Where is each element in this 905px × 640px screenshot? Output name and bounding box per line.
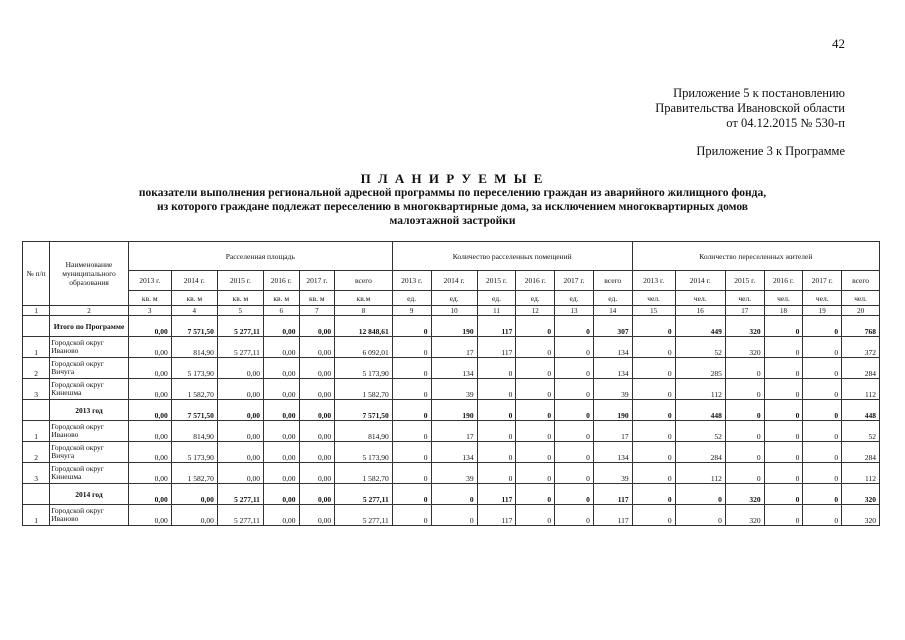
- row-value: 0,00: [128, 358, 171, 379]
- table-row: [23, 337, 880, 358]
- row-value: 0: [803, 379, 842, 400]
- row-value: 0,00: [263, 505, 299, 526]
- row-value: 0: [555, 442, 594, 463]
- row-value: 134: [431, 358, 477, 379]
- indicators-table: [22, 241, 880, 526]
- year-header: 2015 г.: [217, 271, 263, 291]
- row-value: 448: [842, 400, 880, 421]
- year-header: 2017 г.: [299, 271, 335, 291]
- table-row: [23, 463, 880, 484]
- row-value: 0: [764, 463, 803, 484]
- row-name: Городской округ Иваново: [50, 421, 129, 442]
- row-value: 0: [764, 442, 803, 463]
- row-value: 112: [842, 379, 880, 400]
- row-value: 0: [477, 421, 516, 442]
- table-row: [23, 379, 880, 400]
- unit-header: чел.: [842, 291, 880, 306]
- column-number: 7: [299, 306, 335, 316]
- row-index: 2: [23, 358, 50, 379]
- row-value: 0: [803, 400, 842, 421]
- row-value: 5 277,11: [335, 484, 393, 505]
- row-value: 320: [842, 484, 880, 505]
- row-value: 0: [392, 421, 431, 442]
- year-header: всего: [335, 271, 393, 291]
- column-number: 4: [171, 306, 217, 316]
- group-header-area: Расселенная площадь: [128, 242, 392, 271]
- row-value: 6 092,01: [335, 337, 393, 358]
- unit-header: чел.: [675, 291, 725, 306]
- column-number: 14: [593, 306, 632, 316]
- row-value: 0: [632, 400, 675, 421]
- row-value: 0,00: [217, 421, 263, 442]
- row-value: 0,00: [171, 484, 217, 505]
- column-number: 1: [23, 306, 50, 316]
- row-value: 0: [764, 421, 803, 442]
- row-name: Городской округ Вичуга: [50, 442, 129, 463]
- unit-header: ед.: [593, 291, 632, 306]
- subtitle-line-1: показатели выполнения региональной адресной программы по переселению граждан из аварийного жилищного фонда,: [138, 187, 767, 199]
- row-name: 2014 год: [50, 484, 129, 505]
- row-value: 5 277,11: [217, 337, 263, 358]
- row-value: 0,00: [263, 358, 299, 379]
- row-value: 0: [477, 463, 516, 484]
- row-value: 0: [392, 337, 431, 358]
- col-header-index: № п/п: [23, 242, 50, 306]
- unit-header: чел.: [764, 291, 803, 306]
- year-header: 2015 г.: [725, 271, 764, 291]
- row-index: 1: [23, 505, 50, 526]
- row-value: 0,00: [299, 358, 335, 379]
- row-value: 0: [803, 505, 842, 526]
- row-value: 284: [842, 358, 880, 379]
- column-number: 19: [803, 306, 842, 316]
- row-name: Городской округ Вичуга: [50, 358, 129, 379]
- row-value: 0: [516, 484, 555, 505]
- row-value: 0,00: [171, 505, 217, 526]
- row-value: 0,00: [263, 337, 299, 358]
- row-value: 0: [632, 484, 675, 505]
- column-number: 18: [764, 306, 803, 316]
- row-value: 814,90: [171, 421, 217, 442]
- annex-line-3: от 04.12.2015 № 530-п: [726, 116, 845, 130]
- row-index: 2: [23, 442, 50, 463]
- unit-header: кв.м: [335, 291, 393, 306]
- row-value: 0,00: [299, 442, 335, 463]
- row-value: 0,00: [263, 400, 299, 421]
- row-value: 5 173,90: [335, 358, 393, 379]
- unit-header: чел.: [632, 291, 675, 306]
- row-index: 3: [23, 463, 50, 484]
- row-index: 1: [23, 421, 50, 442]
- year-header: 2013 г.: [128, 271, 171, 291]
- row-value: 0,00: [128, 442, 171, 463]
- row-value: 112: [842, 463, 880, 484]
- row-value: 0: [632, 442, 675, 463]
- unit-header: ед.: [392, 291, 431, 306]
- row-value: 0,00: [299, 505, 335, 526]
- row-value: 5 173,90: [171, 358, 217, 379]
- row-value: 0,00: [128, 400, 171, 421]
- row-value: 39: [431, 463, 477, 484]
- row-value: 190: [431, 400, 477, 421]
- row-value: 190: [593, 400, 632, 421]
- row-value: 52: [675, 421, 725, 442]
- row-value: 0: [477, 379, 516, 400]
- row-value: 0: [803, 463, 842, 484]
- row-value: 117: [477, 505, 516, 526]
- row-value: 0,00: [263, 379, 299, 400]
- document-title: П Л А Н И Р У Е М Ы Е: [360, 171, 545, 186]
- row-value: 0: [725, 442, 764, 463]
- unit-header: ед.: [431, 291, 477, 306]
- row-index: [23, 316, 50, 337]
- unit-header: кв. м: [128, 291, 171, 306]
- row-value: 5 277,11: [217, 484, 263, 505]
- column-number: 9: [392, 306, 431, 316]
- row-value: 0: [725, 463, 764, 484]
- row-value: 307: [593, 316, 632, 337]
- row-value: 0: [764, 484, 803, 505]
- row-value: 0,00: [128, 421, 171, 442]
- row-value: 7 571,50: [335, 400, 393, 421]
- table-row: [23, 442, 880, 463]
- row-value: 0: [392, 442, 431, 463]
- unit-header: кв. м: [299, 291, 335, 306]
- row-value: 0: [516, 316, 555, 337]
- row-value: 320: [842, 505, 880, 526]
- unit-header: чел.: [725, 291, 764, 306]
- row-value: 0,00: [263, 463, 299, 484]
- row-value: 0: [803, 484, 842, 505]
- row-value: 0,00: [299, 421, 335, 442]
- year-header: 2017 г.: [555, 271, 594, 291]
- row-value: 284: [842, 442, 880, 463]
- row-index: [23, 484, 50, 505]
- column-number: 2: [50, 306, 129, 316]
- row-value: 52: [842, 421, 880, 442]
- column-number: 15: [632, 306, 675, 316]
- row-value: 1 582,70: [335, 379, 393, 400]
- row-value: 117: [477, 484, 516, 505]
- row-value: 0: [632, 505, 675, 526]
- row-value: 0: [725, 358, 764, 379]
- subtitle-line-2: из которого граждане подлежат переселению в многоквартирные дома, за исключением многоквартирных домов: [156, 201, 748, 213]
- row-value: 0: [392, 484, 431, 505]
- row-value: 0: [516, 358, 555, 379]
- row-value: 0: [725, 379, 764, 400]
- row-value: 0,00: [128, 484, 171, 505]
- annex-line-4: Приложение 3 к Программе: [696, 144, 845, 158]
- row-value: 0: [392, 316, 431, 337]
- row-value: 1 582,70: [171, 379, 217, 400]
- row-value: 0,00: [263, 484, 299, 505]
- row-value: 0: [555, 379, 594, 400]
- row-name: 2013 год: [50, 400, 129, 421]
- row-value: 372: [842, 337, 880, 358]
- row-value: 0: [725, 400, 764, 421]
- table-row: [23, 358, 880, 379]
- row-value: 0,00: [217, 463, 263, 484]
- column-number: 16: [675, 306, 725, 316]
- group-header-premises: Количество расселенных помещений: [392, 242, 632, 271]
- row-value: 0: [477, 400, 516, 421]
- row-value: 5 277,11: [335, 505, 393, 526]
- row-value: 0: [555, 400, 594, 421]
- row-value: 190: [431, 316, 477, 337]
- row-value: 134: [593, 337, 632, 358]
- unit-header: ед.: [555, 291, 594, 306]
- row-value: 112: [675, 463, 725, 484]
- row-value: 0: [764, 337, 803, 358]
- row-value: 320: [725, 337, 764, 358]
- col-header-name: Наименование муниципального образования: [50, 242, 129, 306]
- year-header: 2014 г.: [171, 271, 217, 291]
- row-index: 3: [23, 379, 50, 400]
- row-value: 5 173,90: [171, 442, 217, 463]
- page-number: 42: [832, 36, 845, 51]
- column-number: 8: [335, 306, 393, 316]
- row-value: 449: [675, 316, 725, 337]
- row-value: 0: [725, 421, 764, 442]
- unit-header: кв. м: [263, 291, 299, 306]
- row-value: 0,00: [128, 505, 171, 526]
- row-value: 0,00: [263, 316, 299, 337]
- row-value: 134: [431, 442, 477, 463]
- column-number: 10: [431, 306, 477, 316]
- row-value: 0: [555, 358, 594, 379]
- row-value: 0: [803, 316, 842, 337]
- row-value: 284: [675, 442, 725, 463]
- row-value: 0: [764, 379, 803, 400]
- column-number: 5: [217, 306, 263, 316]
- table-row: [23, 484, 880, 505]
- row-name: Итого по Программе: [50, 316, 129, 337]
- row-value: 285: [675, 358, 725, 379]
- column-number: 3: [128, 306, 171, 316]
- row-value: 320: [725, 484, 764, 505]
- row-value: 0: [392, 358, 431, 379]
- year-header: 2013 г.: [392, 271, 431, 291]
- row-value: 0: [632, 358, 675, 379]
- row-value: 0: [675, 505, 725, 526]
- row-value: 5 277,11: [217, 316, 263, 337]
- row-value: 0: [764, 400, 803, 421]
- row-value: 0,00: [263, 442, 299, 463]
- row-value: 12 848,61: [335, 316, 393, 337]
- row-value: 0: [516, 442, 555, 463]
- row-value: 0,00: [128, 379, 171, 400]
- row-value: 0: [803, 358, 842, 379]
- row-name: Городской округ Кинешма: [50, 463, 129, 484]
- row-value: 117: [593, 484, 632, 505]
- year-header: 2016 г.: [263, 271, 299, 291]
- row-value: 0: [764, 505, 803, 526]
- row-value: 0: [803, 337, 842, 358]
- row-value: 39: [431, 379, 477, 400]
- row-value: 0: [632, 316, 675, 337]
- row-index: [23, 400, 50, 421]
- row-value: 39: [593, 379, 632, 400]
- row-value: 1 582,70: [335, 463, 393, 484]
- row-value: 0: [632, 337, 675, 358]
- year-header: 2016 г.: [764, 271, 803, 291]
- row-value: 0: [431, 484, 477, 505]
- row-name: Городской округ Иваново: [50, 505, 129, 526]
- row-value: 814,90: [335, 421, 393, 442]
- table-row: [23, 400, 880, 421]
- row-value: 0: [632, 379, 675, 400]
- column-number: 13: [555, 306, 594, 316]
- annex-line-2: Правительства Ивановской области: [655, 101, 845, 115]
- row-value: 0,00: [128, 316, 171, 337]
- row-value: 0: [803, 421, 842, 442]
- row-value: 0: [555, 316, 594, 337]
- row-value: 134: [593, 442, 632, 463]
- row-name: Городской округ Иваново: [50, 337, 129, 358]
- row-value: 814,90: [171, 337, 217, 358]
- row-value: 0,00: [217, 358, 263, 379]
- row-value: 52: [675, 337, 725, 358]
- row-value: 768: [842, 316, 880, 337]
- row-value: 7 571,50: [171, 316, 217, 337]
- annex-line-1: Приложение 5 к постановлению: [673, 86, 845, 100]
- row-value: 0: [431, 505, 477, 526]
- year-header: всего: [593, 271, 632, 291]
- row-value: 0: [392, 400, 431, 421]
- row-value: 0: [555, 421, 594, 442]
- year-header: 2013 г.: [632, 271, 675, 291]
- row-value: 320: [725, 505, 764, 526]
- group-header-residents: Количество переселенных жителей: [632, 242, 879, 271]
- row-value: 117: [477, 316, 516, 337]
- row-value: 0: [632, 463, 675, 484]
- year-header: 2014 г.: [675, 271, 725, 291]
- row-value: 0: [555, 463, 594, 484]
- column-number: 17: [725, 306, 764, 316]
- row-value: 0: [516, 379, 555, 400]
- row-value: 5 173,90: [335, 442, 393, 463]
- column-number: 20: [842, 306, 880, 316]
- row-value: 1 582,70: [171, 463, 217, 484]
- unit-header: кв. м: [171, 291, 217, 306]
- row-value: 0,00: [299, 463, 335, 484]
- row-value: 17: [593, 421, 632, 442]
- subtitle-line-3: малоэтажной застройки: [389, 215, 516, 227]
- row-value: 112: [675, 379, 725, 400]
- row-value: 0: [555, 484, 594, 505]
- year-header: всего: [842, 271, 880, 291]
- row-value: 5 277,11: [217, 505, 263, 526]
- year-header: 2015 г.: [477, 271, 516, 291]
- row-value: 0,00: [217, 379, 263, 400]
- row-value: 134: [593, 358, 632, 379]
- row-value: 17: [431, 337, 477, 358]
- row-value: 117: [593, 505, 632, 526]
- row-value: 0: [392, 463, 431, 484]
- row-value: 0: [516, 421, 555, 442]
- column-number: 6: [263, 306, 299, 316]
- annex-block: [655, 86, 845, 131]
- table-row: [23, 505, 880, 526]
- row-value: 0,00: [299, 379, 335, 400]
- row-value: 0: [477, 442, 516, 463]
- row-value: 0: [555, 505, 594, 526]
- row-value: 0: [516, 463, 555, 484]
- row-value: 117: [477, 337, 516, 358]
- row-value: 0,00: [299, 316, 335, 337]
- row-value: 448: [675, 400, 725, 421]
- row-value: 0: [555, 337, 594, 358]
- unit-header: ед.: [477, 291, 516, 306]
- row-value: 0: [803, 442, 842, 463]
- row-value: 0: [632, 421, 675, 442]
- row-value: 17: [431, 421, 477, 442]
- row-value: 0,00: [299, 400, 335, 421]
- row-index: 1: [23, 337, 50, 358]
- row-value: 0,00: [128, 463, 171, 484]
- row-value: 320: [725, 316, 764, 337]
- row-value: 0: [516, 505, 555, 526]
- row-value: 0,00: [299, 484, 335, 505]
- row-value: 0: [764, 316, 803, 337]
- table-row: [23, 421, 880, 442]
- row-value: 0: [477, 358, 516, 379]
- row-value: 39: [593, 463, 632, 484]
- row-name: Городской округ Кинешма: [50, 379, 129, 400]
- row-value: 0,00: [263, 421, 299, 442]
- column-number: 12: [516, 306, 555, 316]
- row-value: 0: [516, 400, 555, 421]
- year-header: 2014 г.: [431, 271, 477, 291]
- unit-header: ед.: [516, 291, 555, 306]
- row-value: 7 571,50: [171, 400, 217, 421]
- document-subtitle: [80, 186, 825, 228]
- table-row: [23, 316, 880, 337]
- row-value: 0: [392, 505, 431, 526]
- year-header: 2016 г.: [516, 271, 555, 291]
- row-value: 0: [516, 337, 555, 358]
- unit-header: чел.: [803, 291, 842, 306]
- row-value: 0,00: [299, 337, 335, 358]
- row-value: 0: [392, 379, 431, 400]
- row-value: 0: [764, 358, 803, 379]
- unit-header: кв. м: [217, 291, 263, 306]
- row-value: 0,00: [217, 442, 263, 463]
- row-value: 0: [675, 484, 725, 505]
- year-header: 2017 г.: [803, 271, 842, 291]
- row-value: 0,00: [128, 337, 171, 358]
- row-value: 0,00: [217, 400, 263, 421]
- column-number: 11: [477, 306, 516, 316]
